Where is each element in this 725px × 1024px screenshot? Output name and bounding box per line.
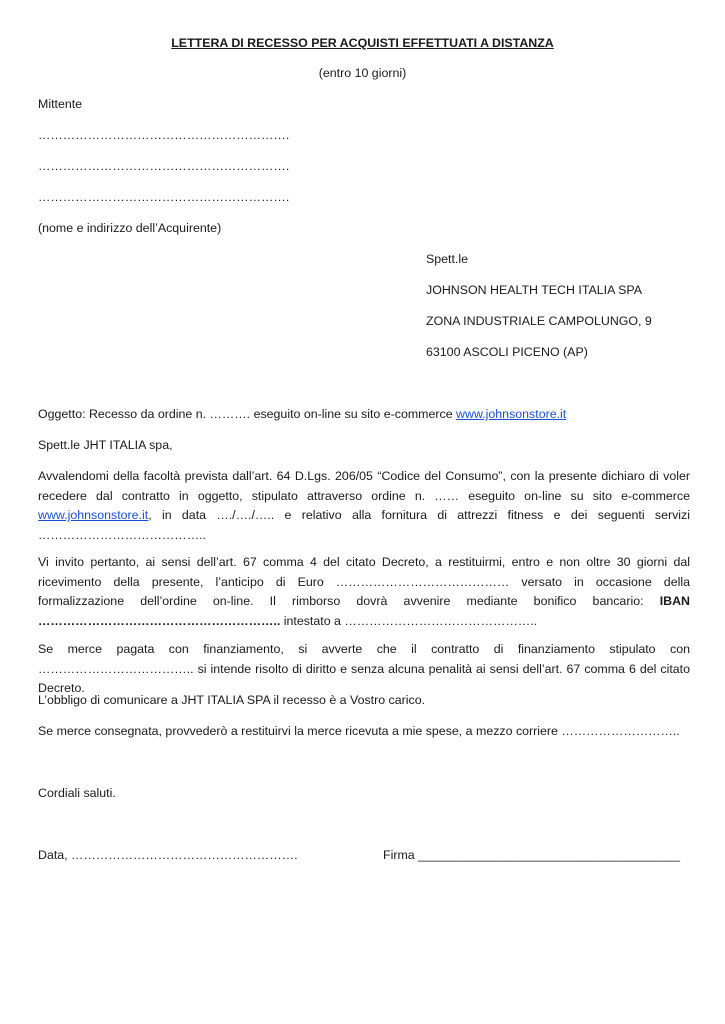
date-field: Data, ………………………………………………. [38,848,298,862]
paragraph-refund [38,553,690,631]
paragraph-withdrawal-text-a: Avvalendomi della facoltà prevista dall’art. 64 D.Lgs. 206/05 “Codice del Consumo”, con la presente dichiaro di voler recedere dal contratto in oggetto, stipulato attraverso ordine n. …… eseguito on-line su sito e-commerce [38,469,690,503]
recipient-salutation: Spett.le [426,252,469,266]
paragraph-withdrawal-text-b: , in data …./…./….. e relativo alla fornitura di attrezzi fitness e dei seguenti servizi ………………………………….. [38,508,690,542]
store-link-inline[interactable]: www.johnsonstore.it [38,508,149,522]
subject-text: Oggetto: Recesso da ordine n. ………. eseguito on-line su sito e-commerce [38,407,457,421]
store-link[interactable]: www.johnsonstore.it [456,407,567,421]
sender-line-1: ……………………………………………………. [38,128,290,142]
paragraph-obligation: L’obbligo di comunicare a JHT ITALIA SPA il recesso è a Vostro carico. [38,693,426,707]
sender-note: (nome e indirizzo dell’Acquirente) [38,221,222,235]
recipient-city: 63100 ASCOLI PICENO (AP) [426,345,588,359]
paragraph-refund-text-b: intestato a ……………………………………….. [280,613,538,628]
signature-field: Firma ______________________________________ [383,848,680,862]
paragraph-financing: Se merce pagata con finanziamento, si avverte che il contratto di finanziamento stipulato con ……………………………….. si intende risolto di diritto e senza alcuna penalità ai sensi dell’art. 67 comma 6 del citato Decreto. [38,642,690,695]
paragraph-withdrawal [38,467,690,545]
greeting: Spett.le JHT ITALIA spa, [38,438,173,452]
sender-line-3: ……………………………………………………. [38,190,290,204]
document-title: LETTERA DI RECESSO PER ACQUISTI EFFETTUATI A DISTANZA [171,36,554,50]
sender-line-2: ……………………………………………………. [38,159,290,173]
paragraph-refund-text-a: Vi invito pertanto, ai sensi dell’art. 67 comma 4 del citato Decreto, a restituirmi, entro e non oltre 30 giorni dal ricevimento della presente, l’anticipo di Euro …………………………………… versato in occasione della formalizzazione dell’ordine on-line. Il rimborso dovrà avvenire mediante bonifico bancario: [38,555,690,608]
subject-line [38,405,566,424]
document-subtitle: (entro 10 giorni) [318,66,407,80]
recipient-company: JOHNSON HEALTH TECH ITALIA SPA [426,283,642,297]
iban-field: IBAN ………………………………………………….. [38,594,690,628]
sender-label: Mittente [38,97,83,111]
paragraph-return-goods: Se merce consegnata, provvederò a restituirvi la merce ricevuta a mie spese, a mezzo corriere ……………………….. [38,724,680,738]
closing-greeting: Cordiali saluti. [38,786,116,800]
recipient-address: ZONA INDUSTRIALE CAMPOLUNGO, 9 [426,314,652,328]
